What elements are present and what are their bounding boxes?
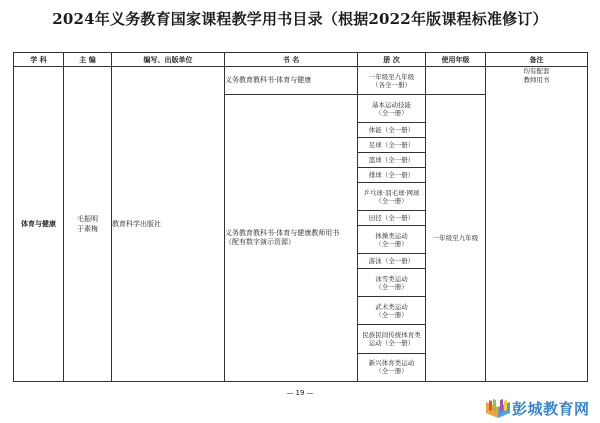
volume-title: 篮球（全一册） bbox=[368, 156, 415, 165]
volume-title: 游泳（全一册） bbox=[368, 257, 415, 266]
grade-cell bbox=[426, 67, 486, 95]
volume-cell bbox=[358, 226, 426, 254]
book-name-cell: 义务教育教科书·体育与健康 bbox=[225, 67, 358, 95]
volume-cell bbox=[358, 182, 426, 210]
book-name-line: （配有数字演示资源） bbox=[225, 238, 295, 247]
textbook-catalog-table bbox=[13, 52, 588, 382]
volume-title: 基本运动技能 bbox=[372, 100, 411, 109]
volume-subtitle: （各全一册） bbox=[372, 80, 411, 89]
volume-title: 排球（全一册） bbox=[368, 171, 415, 180]
header-subject: 学 科 bbox=[14, 53, 64, 67]
volume-subtitle: 运动（全一册） bbox=[368, 339, 415, 348]
volume-title: 新兴体育类运动 bbox=[368, 359, 415, 368]
volume-title: 田径（全一册） bbox=[368, 214, 415, 223]
volume-cell bbox=[358, 269, 426, 297]
volume-title: 体能（全一册） bbox=[368, 126, 415, 135]
subject-cell: 体育与健康 bbox=[14, 67, 64, 382]
volume-cell bbox=[358, 123, 426, 138]
volume-cell bbox=[358, 153, 426, 168]
volume-cell bbox=[358, 211, 426, 226]
header-note: 备注 bbox=[486, 53, 588, 67]
header-volume: 册 次 bbox=[358, 53, 426, 67]
volume-title: 一年级至九年级 bbox=[368, 72, 415, 81]
page-number: — 19 — bbox=[286, 389, 314, 397]
header-grade: 使用年级 bbox=[426, 53, 486, 67]
header-publisher: 编写、出版单位 bbox=[112, 53, 225, 67]
volume-title: 民族民间传统体育类 bbox=[362, 331, 421, 340]
grade-cell: 一年级至九年级 bbox=[426, 95, 486, 382]
colored-book-logo-icon bbox=[485, 396, 511, 420]
note-line-1: 均有配套 bbox=[523, 67, 550, 75]
volume-title: 足球（全一册） bbox=[368, 141, 415, 150]
publisher-cell: 教育科学出版社 bbox=[112, 67, 225, 382]
header-editor: 主 编 bbox=[64, 53, 112, 67]
volume-cell bbox=[358, 138, 426, 153]
header-book-name: 书 名 bbox=[225, 53, 358, 67]
volume-cell bbox=[358, 325, 426, 353]
page-title: 2024年义务教育国家课程教学用书目录（根据2022年版课程标准修订） bbox=[52, 10, 548, 28]
volume-subtitle: （全一册） bbox=[375, 367, 408, 376]
volume-cell bbox=[358, 67, 426, 95]
volume-subtitle: （全一册） bbox=[375, 196, 408, 205]
note-line-2: 教师用书 bbox=[523, 76, 550, 84]
watermark bbox=[485, 395, 600, 423]
volume-cell bbox=[358, 168, 426, 183]
note-cell bbox=[486, 67, 588, 382]
volume-cell bbox=[358, 353, 426, 381]
volume-cell bbox=[358, 297, 426, 325]
watermark-text: 彭城教育网 bbox=[512, 400, 590, 418]
volume-title: 冰雪类运动 bbox=[375, 274, 408, 283]
volume-title: 体操类运动 bbox=[375, 231, 408, 240]
volume-subtitle: （全一册） bbox=[375, 239, 408, 248]
editor-name-2: 于素梅 bbox=[77, 225, 98, 233]
volume-cell bbox=[358, 95, 426, 123]
volume-subtitle: （全一册） bbox=[375, 282, 408, 291]
editor-cell bbox=[64, 67, 112, 382]
volume-cell bbox=[358, 254, 426, 269]
book-name-cell bbox=[225, 95, 358, 382]
volume-title: 乒乓球·羽毛球·网球 bbox=[363, 188, 420, 197]
book-name-line: 义务教育教科书·体育与健康教师用书 bbox=[225, 229, 340, 238]
volume-subtitle: （全一册） bbox=[375, 108, 408, 117]
table-row bbox=[14, 67, 588, 95]
editor-name-1: 毛振明 bbox=[77, 215, 98, 223]
table-header-row bbox=[14, 53, 588, 67]
volume-title: 武术类运动 bbox=[375, 302, 408, 311]
volume-subtitle: （全一册） bbox=[375, 310, 408, 319]
